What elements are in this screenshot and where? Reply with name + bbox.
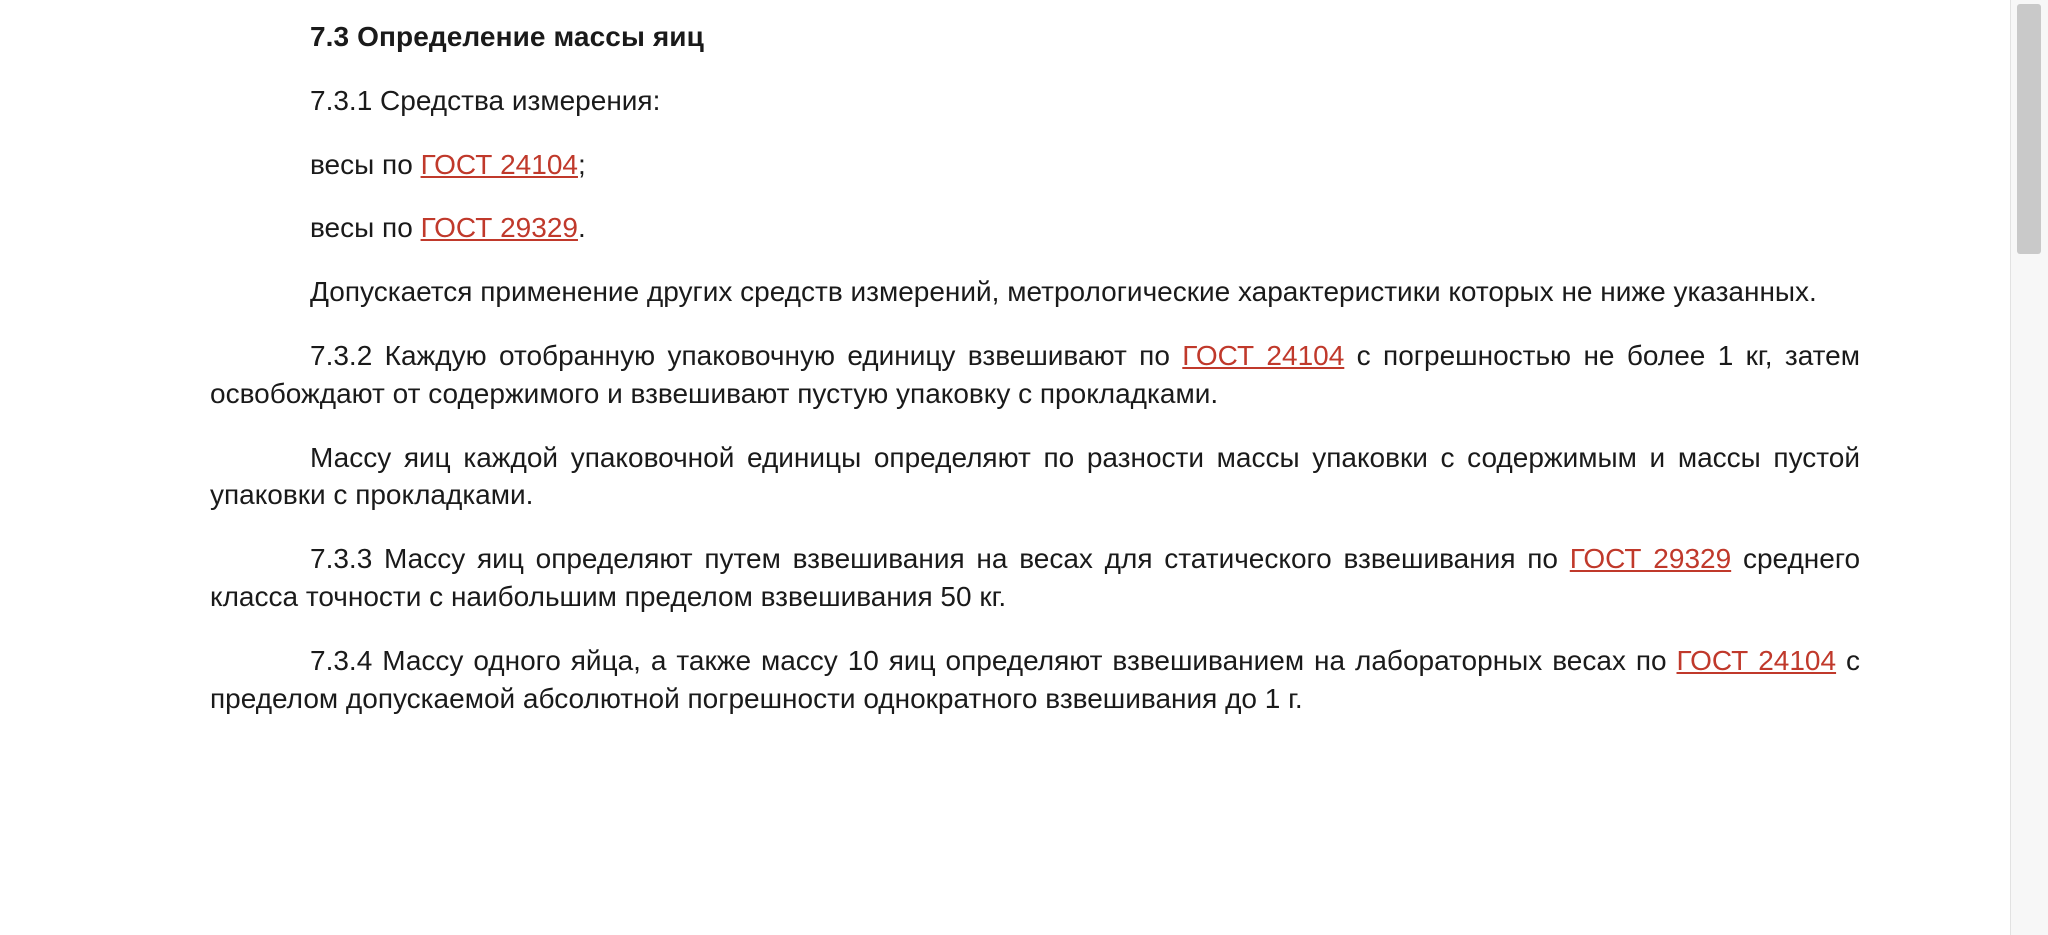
paragraph-7-3-3 bbox=[210, 514, 1860, 616]
scrollbar-thumb[interactable] bbox=[2017, 4, 2041, 254]
paragraph-mass-difference bbox=[210, 413, 1860, 515]
paragraph-scales-gost-24104 bbox=[210, 120, 1860, 184]
paragraph-scales-gost-29329 bbox=[210, 183, 1860, 247]
paragraph-7-3-2-prefix: 7.3.2 Каждую отобранную упаковочную единицу взвешивают по bbox=[310, 339, 1183, 371]
link-gost-24104-a[interactable]: ГОСТ 24104 bbox=[420, 148, 578, 180]
paragraph-7-3-3-suffix: среднего класса точности с наибольшим пределом взвешивания 50 кг. bbox=[210, 543, 1861, 612]
paragraph-7-3-4-suffix: с пределом допускаемой абсолютной погрешности однократного взвешивания до 1 г. bbox=[210, 644, 1861, 714]
link-gost-29329-a[interactable]: ГОСТ 29329 bbox=[420, 212, 578, 244]
paragraph-other-means-text: Допускается применение других средств измерений, метрологические характеристики которых не ниже указанных. bbox=[310, 276, 1817, 308]
paragraph-7-3-4-prefix: 7.3.4 Массу одного яйца, а также массу 10 яиц определяют взвешиванием на лабораторных весах по bbox=[310, 644, 1677, 676]
paragraph-7-3-1 bbox=[210, 56, 1860, 120]
page-title: 7.3 Определение массы яиц bbox=[310, 21, 704, 52]
link-gost-24104-b[interactable]: ГОСТ 24104 bbox=[1182, 339, 1345, 371]
scales-24104-suffix: ; bbox=[577, 148, 586, 180]
paragraph-7-3-1-text: 7.3.1 Средства измерения: bbox=[310, 84, 661, 116]
scales-29329-suffix: . bbox=[577, 212, 586, 244]
link-gost-24104-c[interactable]: ГОСТ 24104 bbox=[1676, 644, 1837, 676]
link-gost-29329-b[interactable]: ГОСТ 29329 bbox=[1569, 543, 1732, 575]
scales-29329-prefix: весы по bbox=[310, 212, 421, 244]
paragraph-7-3-4 bbox=[210, 616, 1860, 718]
paragraph-7-3-3-prefix: 7.3.3 Массу яиц определяют путем взвешивания на весах для статического взвешивания по bbox=[310, 543, 1570, 575]
document-content bbox=[210, 0, 1860, 717]
paragraph-7-3-2 bbox=[210, 311, 1860, 413]
scales-24104-prefix: весы по bbox=[310, 148, 421, 180]
paragraph-mass-difference-text: Массу яиц каждой упаковочной единицы определяют по разности массы упаковки с содержимым и массы пустой упаковки с прокладками. bbox=[210, 441, 1860, 511]
vertical-scrollbar[interactable] bbox=[2010, 0, 2048, 935]
paragraph-other-means bbox=[210, 247, 1860, 311]
paragraph-7-3-2-suffix: с погрешностью не более 1 кг, затем освобождают от содержимого и взвешивают пустую упаковку с прокладками. bbox=[210, 339, 1861, 409]
